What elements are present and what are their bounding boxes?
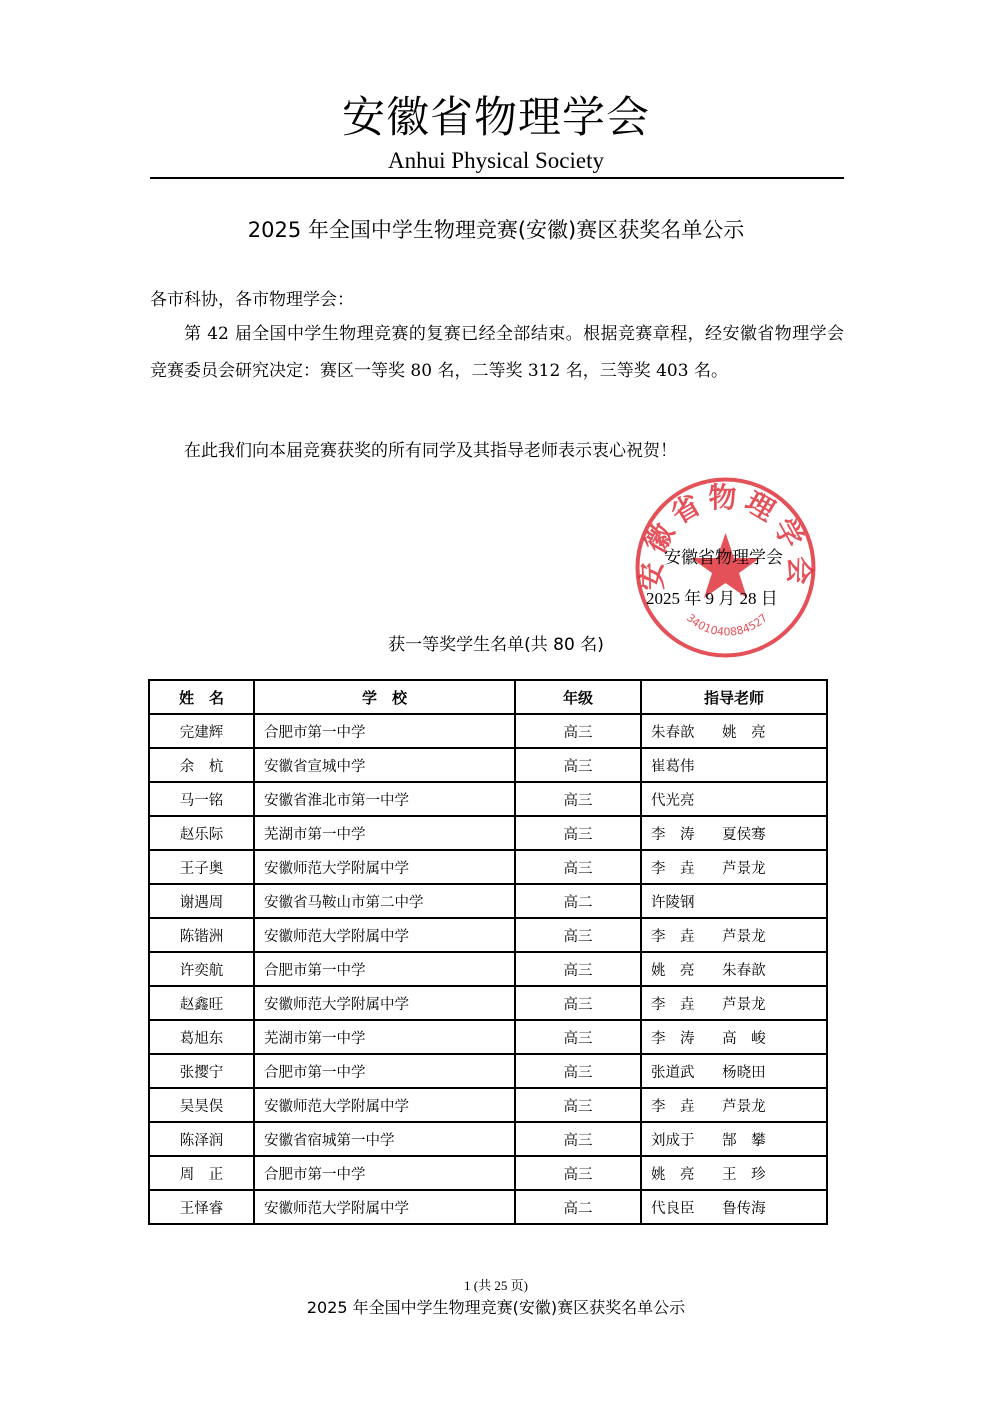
student-name: 余 杭 (149, 748, 254, 782)
advisor-names: 姚 亮 朱春歆 (641, 952, 827, 986)
header-name: 姓 名 (149, 680, 254, 714)
school-name: 安徽师范大学附属中学 (254, 986, 515, 1020)
grade: 高三 (515, 816, 641, 850)
grade: 高三 (515, 986, 641, 1020)
advisor-names: 姚 亮 王 珍 (641, 1156, 827, 1190)
table-header-row (149, 680, 827, 714)
awards-table (148, 679, 828, 1225)
advisor-names: 许陵钢 (641, 884, 827, 918)
table-row (149, 1088, 827, 1122)
school-name: 安徽师范大学附属中学 (254, 1088, 515, 1122)
grade: 高三 (515, 1122, 641, 1156)
grade: 高三 (515, 748, 641, 782)
table-row (149, 884, 827, 918)
student-name: 张撄宁 (149, 1054, 254, 1088)
document-title: 2025 年全国中学生物理竞赛(安徽)赛区获奖名单公示 (247, 218, 745, 242)
student-name: 王怿睿 (149, 1190, 254, 1224)
advisor-names: 李 垚 芦景龙 (641, 918, 827, 952)
school-name: 安徽省宿城第一中学 (254, 1122, 515, 1156)
advisor-names: 崔葛伟 (641, 748, 827, 782)
advisor-names: 李 垚 芦景龙 (641, 850, 827, 884)
school-name: 合肥市第一中学 (254, 952, 515, 986)
school-name: 安徽省马鞍山市第二中学 (254, 884, 515, 918)
signature-date: 2025 年 9 月 28 日 (646, 589, 778, 608)
grade: 高三 (515, 714, 641, 748)
table-row (149, 1156, 827, 1190)
student-name: 陈泽润 (149, 1122, 254, 1156)
table-row (149, 1190, 827, 1224)
table-row (149, 782, 827, 816)
table-row (149, 816, 827, 850)
student-name: 许奕航 (149, 952, 254, 986)
header-teacher: 指导老师 (641, 680, 827, 714)
org-name-chinese: 安徽省物理学会 (342, 93, 650, 143)
congratulations-paragraph: 在此我们向本届竞赛获奖的所有同学及其指导老师表示衷心祝贺！ (184, 441, 677, 461)
advisor-names: 李 涛 夏侯骞 (641, 816, 827, 850)
school-name: 合肥市第一中学 (254, 714, 515, 748)
seal-code: 3401040884527 (683, 611, 771, 639)
school-name: 安徽师范大学附属中学 (254, 918, 515, 952)
grade: 高三 (515, 782, 641, 816)
advisor-names: 李 垚 芦景龙 (641, 1088, 827, 1122)
grade: 高三 (515, 1088, 641, 1122)
school-name: 芜湖市第一中学 (254, 1020, 515, 1054)
page-number: 1 (共 25 页) (464, 1278, 528, 1293)
grade: 高二 (515, 884, 641, 918)
school-name: 合肥市第一中学 (254, 1054, 515, 1088)
student-name: 葛旭东 (149, 1020, 254, 1054)
table-row (149, 918, 827, 952)
table-row (149, 986, 827, 1020)
school-name: 安徽省淮北市第一中学 (254, 782, 515, 816)
salutation: 各市科协，各市物理学会： (150, 290, 354, 310)
student-name: 周 正 (149, 1156, 254, 1190)
table-row (149, 1054, 827, 1088)
student-name: 王子奥 (149, 850, 254, 884)
advisor-names: 张道武 杨晓田 (641, 1054, 827, 1088)
org-name-english: Anhui Physical Society (388, 148, 604, 173)
student-name: 谢遇周 (149, 884, 254, 918)
school-name: 芜湖市第一中学 (254, 816, 515, 850)
signature-org: 安徽省物理学会 (664, 548, 783, 568)
footer-title: 2025 年全国中学生物理竞赛(安徽)赛区获奖名单公示 (306, 1298, 686, 1317)
advisor-names: 李 涛 高 峻 (641, 1020, 827, 1054)
grade: 高三 (515, 850, 641, 884)
advisor-names: 刘成于 郜 攀 (641, 1122, 827, 1156)
header-school: 学 校 (254, 680, 515, 714)
table-row (149, 1122, 827, 1156)
student-name: 赵乐际 (149, 816, 254, 850)
grade: 高三 (515, 1020, 641, 1054)
table-row (149, 714, 827, 748)
student-name: 陈锴洲 (149, 918, 254, 952)
student-name: 赵鑫旺 (149, 986, 254, 1020)
table-row (149, 1020, 827, 1054)
table-row (149, 952, 827, 986)
advisor-names: 代良臣 鲁传海 (641, 1190, 827, 1224)
table-row (149, 850, 827, 884)
grade: 高三 (515, 1054, 641, 1088)
table-caption: 获一等奖学生名单(共 80 名) (388, 635, 604, 655)
advisor-names: 朱春歆 姚 亮 (641, 714, 827, 748)
seal-arc-text: 安徽省物理学会 (635, 481, 816, 591)
student-name: 吴昊俣 (149, 1088, 254, 1122)
advisor-names: 李 垚 芦景龙 (641, 986, 827, 1020)
school-name: 合肥市第一中学 (254, 1156, 515, 1190)
grade: 高二 (515, 1190, 641, 1224)
header-grade: 年级 (515, 680, 641, 714)
body-paragraph: 第 42 届全国中学生物理竞赛的复赛已经全部结束。根据竞赛章程，经安徽省物理学会竞赛委员会研究决定：赛区一等奖 80 名，二等奖 312 名，三等奖 403 名。 (150, 324, 844, 381)
school-name: 安徽师范大学附属中学 (254, 1190, 515, 1224)
student-name: 马一铭 (149, 782, 254, 816)
school-name: 安徽省宣城中学 (254, 748, 515, 782)
grade: 高三 (515, 1156, 641, 1190)
grade: 高三 (515, 952, 641, 986)
grade: 高三 (515, 918, 641, 952)
header-divider (150, 177, 844, 179)
table-row (149, 748, 827, 782)
advisor-names: 代光亮 (641, 782, 827, 816)
school-name: 安徽师范大学附属中学 (254, 850, 515, 884)
student-name: 完建辉 (149, 714, 254, 748)
